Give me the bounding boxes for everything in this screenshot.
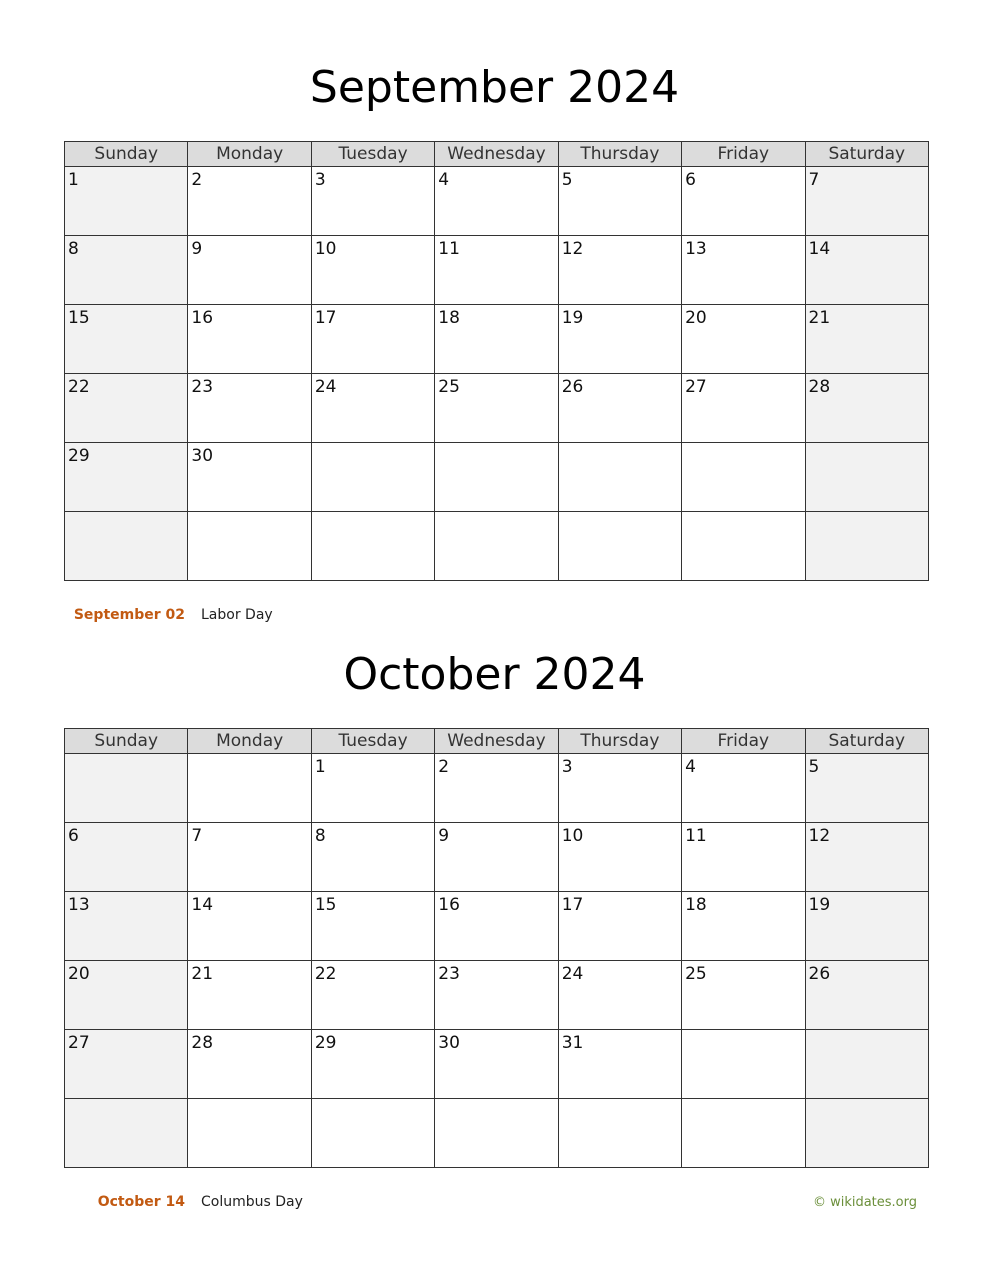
day-number: 7: [808, 170, 820, 190]
day-number: [806, 512, 928, 515]
day-cell: [311, 305, 434, 374]
day-cell: [435, 512, 558, 581]
holiday-note: [64, 607, 273, 623]
month-title: September 2024: [309, 62, 680, 113]
day-cell: [311, 1030, 434, 1099]
day-number: 27: [685, 377, 707, 397]
weekday-header: Sunday: [65, 142, 188, 167]
day-cell: [805, 305, 928, 374]
day-cell: [558, 236, 681, 305]
day-cell: [682, 167, 805, 236]
day-cell: [805, 823, 928, 892]
day-cell: [188, 236, 311, 305]
day-cell: [65, 754, 188, 823]
day-cell: [188, 305, 311, 374]
day-cell: [188, 754, 311, 823]
day-cell: [805, 512, 928, 581]
day-number: [188, 754, 310, 757]
day-number: [806, 1099, 928, 1102]
day-number: [188, 512, 310, 515]
day-cell: [805, 236, 928, 305]
day-cell: [188, 1099, 311, 1168]
day-cell: [435, 305, 558, 374]
day-number: 14: [191, 895, 214, 915]
day-number: [65, 512, 187, 515]
day-number: [435, 512, 557, 515]
day-cell: [188, 1030, 311, 1099]
week-row: [65, 1030, 929, 1099]
day-cell: [682, 443, 805, 512]
day-number: 6: [68, 826, 79, 846]
holiday-date: October 14: [97, 1194, 185, 1210]
day-cell: [558, 823, 681, 892]
day-number: 6: [685, 170, 696, 190]
day-cell: [558, 305, 681, 374]
day-cell: [805, 1099, 928, 1168]
day-cell: [188, 823, 311, 892]
day-cell: [682, 892, 805, 961]
day-cell: [805, 961, 928, 1030]
day-number: 26: [561, 377, 584, 397]
day-cell: [435, 1030, 558, 1099]
day-cell: [65, 443, 188, 512]
day-cell: [311, 823, 434, 892]
credit-link[interactable]: © wikidates.org: [812, 1195, 917, 1210]
day-number: 1: [314, 757, 326, 777]
day-number: 21: [808, 308, 831, 328]
day-cell: [435, 236, 558, 305]
day-cell: [682, 512, 805, 581]
day-cell: [188, 374, 311, 443]
day-cell: [188, 167, 311, 236]
day-cell: [435, 443, 558, 512]
day-number: 13: [685, 239, 707, 259]
day-number: 25: [438, 377, 460, 397]
day-number: 10: [561, 826, 584, 846]
week-row: [65, 961, 929, 1030]
weekday-header: Wednesday: [435, 729, 558, 754]
day-number: [65, 754, 187, 757]
day-cell: [311, 512, 434, 581]
day-cell: [188, 443, 311, 512]
day-cell: [311, 1099, 434, 1168]
day-number: 2: [438, 757, 450, 777]
day-number: [312, 1099, 434, 1102]
day-cell: [558, 961, 681, 1030]
day-cell: [65, 305, 188, 374]
day-number: [682, 1030, 804, 1033]
day-number: 27: [68, 1033, 90, 1053]
day-cell: [188, 961, 311, 1030]
day-number: 15: [68, 308, 90, 328]
day-number: 17: [314, 308, 337, 328]
day-cell: [435, 374, 558, 443]
holiday-name: Labor Day: [201, 607, 273, 623]
day-number: 26: [808, 964, 831, 984]
day-cell: [682, 1030, 805, 1099]
day-number: 23: [191, 377, 214, 397]
weekday-header: Monday: [188, 729, 311, 754]
weekday-header: Tuesday: [311, 142, 434, 167]
holiday-name: Columbus Day: [201, 1194, 303, 1210]
day-number: 4: [438, 170, 450, 190]
week-row: [65, 167, 929, 236]
day-number: 5: [808, 757, 820, 777]
day-cell: [558, 512, 681, 581]
week-row: [65, 443, 929, 512]
day-number: [312, 443, 434, 446]
weekday-header: Thursday: [558, 729, 681, 754]
day-cell: [682, 823, 805, 892]
day-number: 16: [438, 895, 460, 915]
day-number: [435, 443, 557, 446]
week-row: [65, 754, 929, 823]
day-cell: [311, 374, 434, 443]
day-cell: [682, 961, 805, 1030]
day-number: 9: [438, 826, 450, 846]
day-number: 28: [808, 377, 831, 397]
day-number: [806, 1030, 928, 1033]
day-number: [559, 512, 681, 515]
day-number: 10: [314, 239, 337, 259]
day-cell: [558, 892, 681, 961]
day-cell: [435, 167, 558, 236]
day-number: 1: [68, 170, 79, 190]
weekday-header-row: [65, 142, 929, 167]
week-row: [65, 374, 929, 443]
day-number: 29: [68, 446, 90, 466]
day-cell: [558, 1099, 681, 1168]
day-cell: [65, 1099, 188, 1168]
day-number: 17: [561, 895, 584, 915]
day-number: [435, 1099, 557, 1102]
week-row: [65, 512, 929, 581]
day-cell: [435, 823, 558, 892]
day-cell: [682, 305, 805, 374]
weekday-header: Wednesday: [435, 142, 558, 167]
day-number: 28: [191, 1033, 214, 1053]
weekday-header: Friday: [682, 142, 805, 167]
day-cell: [682, 374, 805, 443]
day-number: 12: [561, 239, 584, 259]
day-number: [682, 512, 804, 515]
day-number: [312, 512, 434, 515]
day-number: 30: [191, 446, 214, 466]
day-cell: [558, 443, 681, 512]
weekday-header-row: [65, 729, 929, 754]
day-number: [682, 1099, 804, 1102]
day-number: [806, 443, 928, 446]
day-number: 11: [685, 826, 707, 846]
month-title: October 2024: [343, 649, 646, 700]
weekday-header: Monday: [188, 142, 311, 167]
day-cell: [682, 754, 805, 823]
day-cell: [65, 167, 188, 236]
weekday-header: Thursday: [558, 142, 681, 167]
day-number: 22: [68, 377, 90, 397]
day-cell: [435, 892, 558, 961]
day-number: 30: [438, 1033, 460, 1053]
day-cell: [65, 512, 188, 581]
day-cell: [682, 236, 805, 305]
day-cell: [311, 961, 434, 1030]
day-cell: [65, 961, 188, 1030]
day-cell: [65, 1030, 188, 1099]
day-number: 24: [561, 964, 584, 984]
week-row: [65, 1099, 929, 1168]
day-number: [188, 1099, 310, 1102]
day-cell: [682, 1099, 805, 1168]
week-row: [65, 236, 929, 305]
calendar-grid-september: [64, 141, 929, 581]
day-number: 18: [438, 308, 460, 328]
week-row: [65, 305, 929, 374]
weekday-header: Tuesday: [311, 729, 434, 754]
day-number: 8: [68, 239, 79, 259]
holiday-note: [64, 1194, 303, 1210]
weekday-header: Saturday: [805, 142, 928, 167]
day-cell: [311, 167, 434, 236]
day-number: [65, 1099, 187, 1102]
day-number: [559, 1099, 681, 1102]
day-number: 31: [561, 1033, 584, 1053]
day-cell: [311, 754, 434, 823]
week-row: [65, 823, 929, 892]
day-cell: [311, 443, 434, 512]
day-cell: [65, 236, 188, 305]
weekday-header: Sunday: [65, 729, 188, 754]
day-number: [559, 443, 681, 446]
day-number: 20: [685, 308, 707, 328]
day-number: 19: [808, 895, 831, 915]
day-number: 11: [438, 239, 460, 259]
day-cell: [805, 892, 928, 961]
day-cell: [435, 1099, 558, 1168]
day-number: 15: [314, 895, 337, 915]
calendar-grid-october: [64, 728, 929, 1168]
day-number: 12: [808, 826, 831, 846]
day-cell: [65, 374, 188, 443]
weekday-header: Saturday: [805, 729, 928, 754]
day-cell: [805, 374, 928, 443]
day-cell: [311, 236, 434, 305]
day-number: [682, 443, 804, 446]
day-number: 23: [438, 964, 460, 984]
day-cell: [558, 374, 681, 443]
day-number: 24: [314, 377, 337, 397]
day-number: 25: [685, 964, 707, 984]
day-cell: [805, 1030, 928, 1099]
day-cell: [805, 167, 928, 236]
weekday-header: Friday: [682, 729, 805, 754]
day-number: 14: [808, 239, 831, 259]
day-cell: [311, 892, 434, 961]
day-number: 8: [314, 826, 326, 846]
day-cell: [435, 961, 558, 1030]
day-number: 2: [191, 170, 203, 190]
day-number: 21: [191, 964, 214, 984]
day-number: 18: [685, 895, 707, 915]
day-number: 20: [68, 964, 90, 984]
day-number: 3: [561, 757, 573, 777]
day-number: 5: [561, 170, 573, 190]
day-number: 13: [68, 895, 90, 915]
day-number: 22: [314, 964, 337, 984]
day-number: 9: [191, 239, 203, 259]
day-number: 3: [314, 170, 326, 190]
day-cell: [805, 754, 928, 823]
day-cell: [188, 892, 311, 961]
day-number: 29: [314, 1033, 337, 1053]
day-cell: [805, 443, 928, 512]
week-row: [65, 892, 929, 961]
day-cell: [65, 823, 188, 892]
day-number: 19: [561, 308, 584, 328]
day-number: 16: [191, 308, 214, 328]
day-cell: [65, 892, 188, 961]
day-cell: [558, 1030, 681, 1099]
day-cell: [435, 754, 558, 823]
day-number: 4: [685, 757, 696, 777]
day-number: 7: [191, 826, 203, 846]
day-cell: [188, 512, 311, 581]
holiday-date: September 02: [73, 607, 185, 623]
day-cell: [558, 167, 681, 236]
day-cell: [558, 754, 681, 823]
